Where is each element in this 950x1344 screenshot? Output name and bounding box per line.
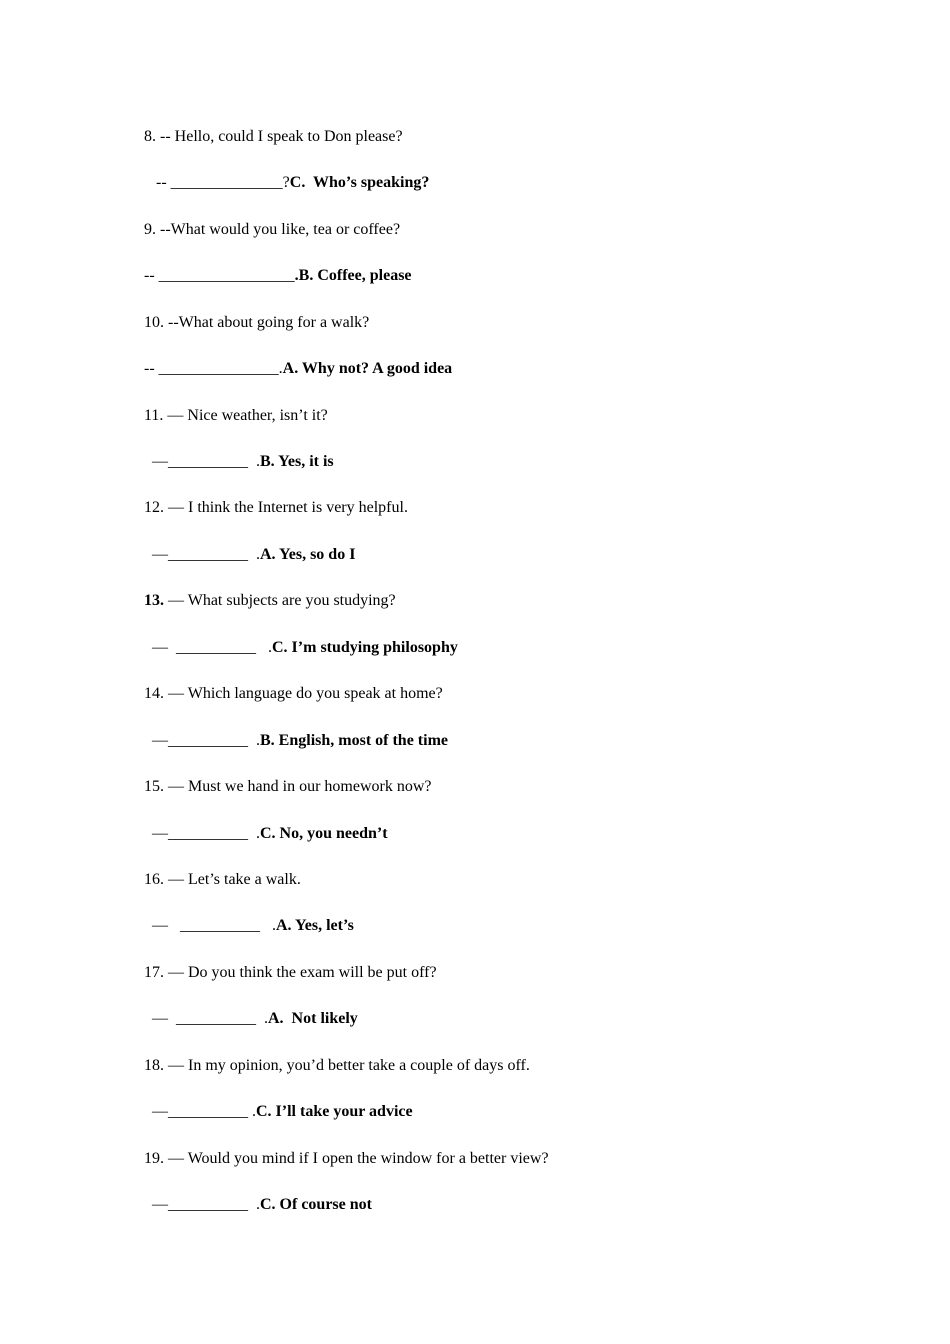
answer-15 [144, 824, 388, 844]
answer-blank: —__________ . [144, 546, 260, 563]
answer-text: C. I’m studying philosophy [272, 639, 458, 656]
question-text: — What subjects are you studying? [164, 592, 396, 609]
question-10 [144, 313, 369, 333]
answer-blank: -- ______________? [144, 174, 290, 191]
question-number: 16. [144, 871, 164, 888]
answer-text: A. Yes, let’s [276, 917, 354, 934]
answer-14 [144, 731, 448, 751]
question-number: 9. [144, 221, 156, 238]
question-16 [144, 870, 301, 890]
question-9 [144, 220, 400, 240]
answer-12 [144, 545, 355, 565]
question-text: --What about going for a walk? [164, 314, 370, 331]
answer-16 [144, 916, 354, 936]
answer-text: C. Of course not [260, 1196, 372, 1213]
answer-blank: — __________ . [144, 639, 272, 656]
question-text: — Which language do you speak at home? [164, 685, 443, 702]
question-14 [144, 684, 443, 704]
answer-17 [144, 1009, 358, 1029]
question-text: — I think the Internet is very helpful. [164, 499, 408, 516]
answer-text: A. Why not? A good idea [282, 360, 453, 377]
answer-11 [144, 452, 334, 472]
answer-blank: —__________ . [144, 732, 260, 749]
question-number: 18. [144, 1057, 164, 1074]
question-8 [144, 127, 403, 147]
answer-8 [144, 173, 429, 193]
question-number: 17. [144, 964, 164, 981]
answer-text: A. Not likely [268, 1010, 358, 1027]
question-number: 14. [144, 685, 164, 702]
question-text: -- Hello, could I speak to Don please? [156, 128, 403, 145]
question-number: 8. [144, 128, 156, 145]
question-text: — Let’s take a walk. [164, 871, 301, 888]
answer-blank: —__________ . [144, 453, 260, 470]
answer-text: A. Yes, so do I [260, 546, 356, 563]
question-text: — Do you think the exam will be put off? [164, 964, 437, 981]
question-12 [144, 498, 408, 518]
answer-text: .B. Coffee, please [294, 267, 412, 284]
question-number: 10. [144, 314, 164, 331]
question-18 [144, 1056, 530, 1076]
question-number: 19. [144, 1150, 164, 1167]
answer-blank: —__________ . [144, 1103, 256, 1120]
question-text: — Would you mind if I open the window for a better view? [164, 1150, 549, 1167]
answer-text: B. Yes, it is [260, 453, 334, 470]
question-15 [144, 777, 432, 797]
answer-10 [144, 359, 452, 379]
answer-blank: -- _________________ [144, 267, 295, 284]
question-13 [144, 591, 396, 611]
answer-blank: —__________ . [144, 825, 260, 842]
answer-text: B. English, most of the time [260, 732, 448, 749]
question-number: 15. [144, 778, 164, 795]
question-11 [144, 406, 328, 426]
answer-text: C. Who’s speaking? [289, 174, 430, 191]
question-number: 12. [144, 499, 164, 516]
question-19 [144, 1149, 549, 1169]
question-number: 11. [144, 407, 164, 424]
question-text: — Nice weather, isn’t it? [163, 407, 328, 424]
question-text: — Must we hand in our homework now? [164, 778, 432, 795]
answer-text: C. No, you needn’t [260, 825, 388, 842]
answer-blank: — __________ . [144, 917, 276, 934]
answer-18 [144, 1102, 413, 1122]
answer-text: C. I’ll take your advice [256, 1103, 413, 1120]
answer-blank: —__________ . [144, 1196, 260, 1213]
answer-13 [144, 638, 458, 658]
question-number: 13. [144, 592, 164, 609]
question-text: --What would you like, tea or coffee? [156, 221, 401, 238]
answer-19 [144, 1195, 372, 1215]
answer-9 [144, 266, 412, 286]
answer-blank: — __________ . [144, 1010, 268, 1027]
question-17 [144, 963, 437, 983]
question-text: — In my opinion, you’d better take a couple of days off. [164, 1057, 530, 1074]
answer-blank: -- _______________. [144, 360, 283, 377]
